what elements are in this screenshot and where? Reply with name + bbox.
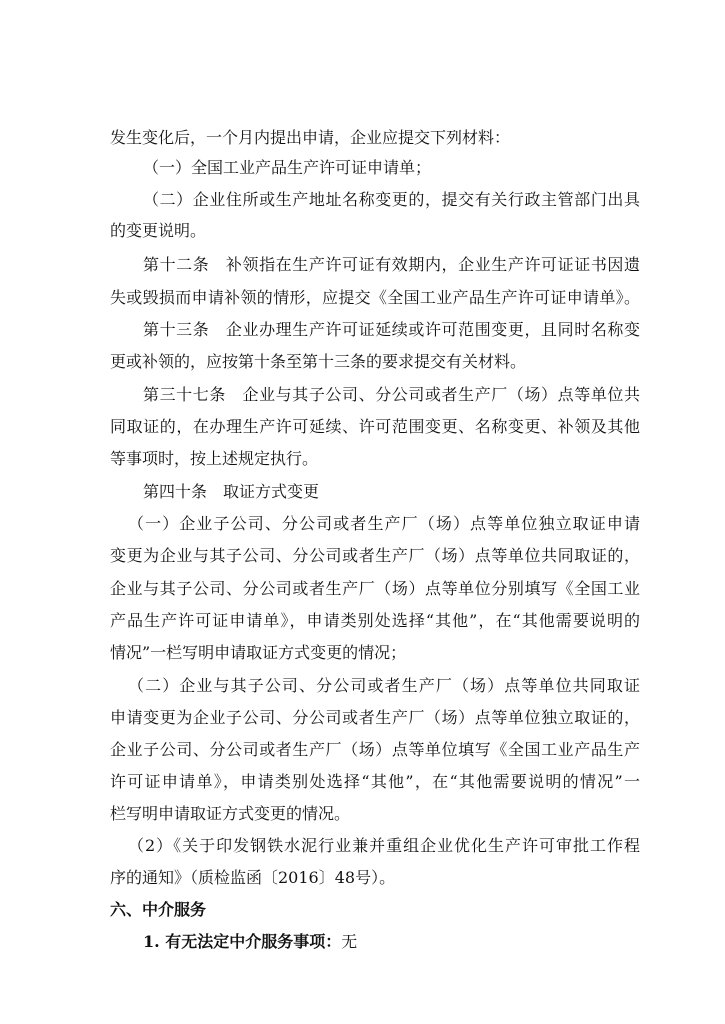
text-line-6: 失或毁损而申请补领的情形，应提交《全国工业产品生产许可证申请单》。: [110, 288, 640, 307]
text-line-16: 产品生产许可证申请单》，申请类别处选择“其他”，在“其他需要说明的: [110, 611, 640, 630]
text-line-7: 第十三条 企业办理生产许可证延续或许可范围变更，且同时名称变: [143, 320, 640, 339]
text-line-14: 变更为企业与其子公司、分公司或者生产厂（场）点等单位共同取证的，: [110, 546, 640, 565]
text-line-24: 序的通知》（质检监函〔2016〕48号）。: [110, 868, 396, 887]
text-line-17: 情况”一栏写明申请取证方式变更的情况；: [110, 643, 407, 662]
text-line-8: 更或补领的，应按第十条至第十三条的要求提交有关材料。: [110, 352, 527, 371]
text-line-22: 栏写明申请取证方式变更的情况。: [110, 804, 351, 823]
text-line-23: （2）《关于印发钢铁水泥行业兼并重组企业优化生产许可审批工作程: [128, 836, 640, 855]
text-line-18: （二）企业与其子公司、分公司或者生产厂（场）点等单位共同取证: [128, 676, 640, 695]
intermediary-item-label: 1. 有无法定中介服务事项：: [143, 932, 342, 951]
text-line-3: （二）企业住所或生产地址名称变更的，提交有关行政主管部门出具: [143, 190, 640, 209]
text-line-1: 发生变化后，一个月内提出申请，企业应提交下列材料：: [110, 128, 511, 147]
intermediary-item: [143, 932, 357, 952]
intermediary-item-value: 无: [341, 932, 358, 951]
text-line-4: 的变更说明。: [110, 221, 207, 240]
text-line-21: 许可证申请单》，申请类别处选择“其他”，在“其他需要说明的情况”一: [110, 772, 640, 791]
text-line-20: 企业子公司、分公司或者生产厂（场）点等单位填写《全国工业产品生产: [110, 740, 640, 759]
text-line-2: （一）全国工业产品生产许可证申请单；: [143, 158, 432, 177]
text-line-15: 企业与其子公司、分公司或者生产厂（场）点等单位分别填写《全国工业: [110, 579, 640, 598]
text-line-19: 申请变更为企业子公司、分公司或者生产厂（场）点等单位独立取证的，: [110, 708, 640, 727]
text-line-5: 第十二条 补领指在生产许可证有效期内，企业生产许可证证书因遗: [143, 255, 640, 274]
text-line-9: 第三十七条 企业与其子公司、分公司或者生产厂（场）点等单位共: [143, 385, 640, 404]
text-line-10: 同取证的，在办理生产许可延续、许可范围变更、名称变更、补领及其他: [110, 417, 640, 436]
text-line-12: 第四十条 取证方式变更: [143, 482, 320, 501]
section-heading: 六、中介服务: [110, 900, 207, 919]
text-line-13: （一）企业子公司、分公司或者生产厂（场）点等单位独立取证申请: [128, 514, 640, 533]
text-line-11: 等事项时，按上述规定执行。: [110, 449, 319, 468]
